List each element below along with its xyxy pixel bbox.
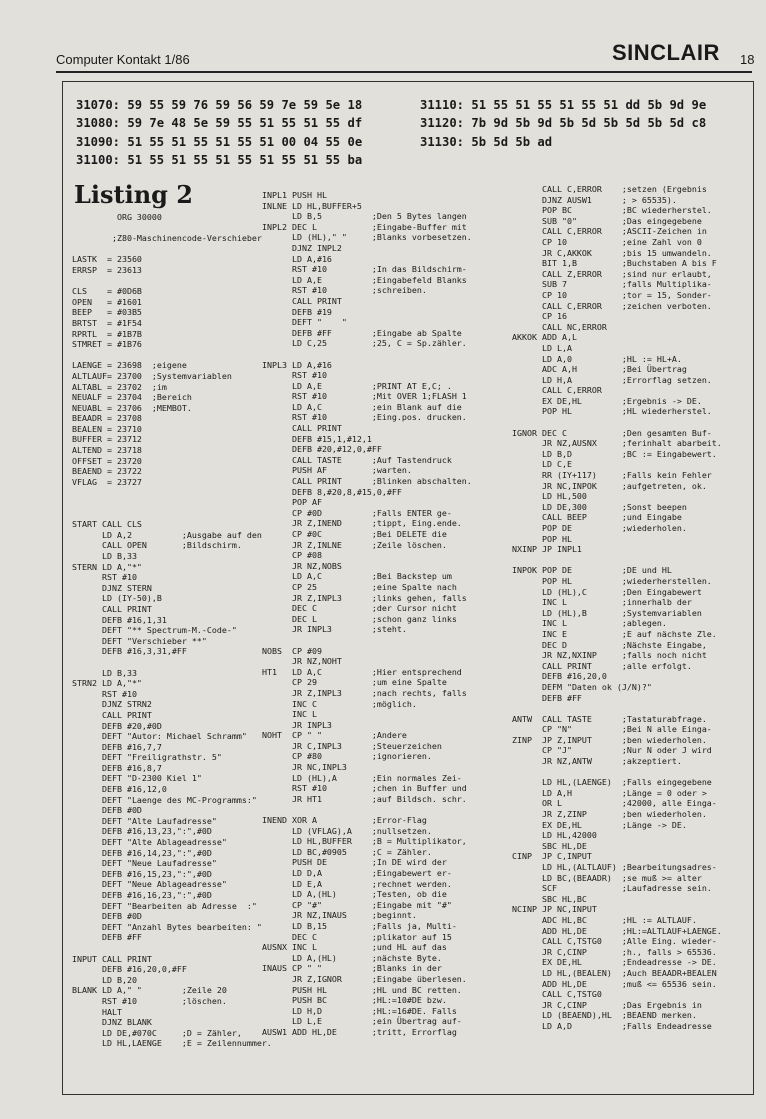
header-rule [56, 71, 752, 73]
magazine-issue: Computer Kontakt 1/86 [56, 52, 190, 67]
code-column-3: CALL C,ERROR ;setzen (Ergebnis DJNZ AUSW1 ; > 65535). POP BC ;BC wiederherstel. SUB "0" ;Das eingegebene CALL C,ERROR ;ASCII-Zeichen in CP 10 ;eine Zahl von 0 JR C,AKKOK ;bis 15 umwandeln. BIT 1,B ;Buchstaben A bis F CALL Z,ERROR ;sind nur erlaubt, SUB 7 ;falls Multiplika- CP 10 ;tor = 15, Sonder- CALL C,ERROR ;zeichen verboten. CP 16 CALL NC,ERROR AKKOK ADD A,L LD L,A LD A,0 ;HL := HL+A. ADC A,H ;Bei Übertrag LD H,A ;Errorflag setzen. CALL C,ERROR EX DE,HL ;Ergebnis -> DE. POP HL ;HL wiederherstel. IGNOR DEC C ;Den gesamten Buf- JR NZ,AUSNX ;ferinhalt abarbeit. LD B,D ;BC := Eingabewert. LD C,E RR (IY+117) ;Falls kein Fehler JR NC,INPOK ;aufgetreten, ok. LD HL,500 LD DE,300 ;Sonst beepen CALL BEEP ;und Eingabe POP DE ;wiederholen. POP HL NXINP JP INPL1 INPOK POP DE ;DE und HL POP HL ;wiederherstellen. LD (HL),C ;Den Eingabewert INC L ;innerhalb der LD (HL),B ;Systemvariablen INC L ;ablegen. INC E ;E auf nächste Zle. DEC D ;Nächste Eingabe, JR NZ,NXINP ;falls noch nicht CALL PRINT ;alle erfolgt. DEFB #16,20,0 DEFM "Daten ok (J/N)?" DEFB #FF ANTW CALL TASTE ;Tastaturabfrage. CP "N" ;Bei N alle Einga- ZINP JP Z,INPUT ;ben wiederholen. CP "J" ;Nur N oder J wird JR NZ,ANTW ;akzeptiert. LD HL,(LAENGE) ;Falls eingegebene LD A,H ;Länge = 0 oder > OR L ;42000, alle Einga- JR Z,ZINP ;ben wiederholen. EX DE,HL ;Länge -> DE. LD HL,42000 SBC HL,DE CINP JP C,INPUT LD HL,(ALTLAUF) ;Bearbeitungsadres- LD BC,(BEAADR) ;se muß >= alter SCF ;Laufadresse sein. SBC HL,BC NCINP JP NC,INPUT ADC HL,BC ;HL := ALTLAUF. ADD HL,DE ;HL:=ALTLAUF+LAENGE. CALL C,TSTG0 ;Alle Eing. wieder- JR C,CINP ;h., falls > 65536. EX DE,HL ;Endeadresse -> DE. LD HL,(BEALEN) ;Auch BEAADR+BEALEN ADD HL,DE ;muß <= 65536 sein. CALL C,TSTG0 JR C,CINP ;Das Ergebnis in LD (BEAEND),HL ;BEAEND merken. LD A,D ;Falls Endeadresse [512, 184, 722, 1031]
listing-title: Listing 2 [74, 180, 193, 209]
hexdump-left: 31070: 59 55 59 76 59 56 59 7e 59 5e 18 31080: 59 7e 48 5e 59 55 51 55 51 55 df 31090: 51 55 51 55 51 55 51 00 04 55 0e 31100: 51 55 51 55 51 55 51 55 51 55 ba [76, 98, 363, 167]
section-brand: SINCLAIR [612, 40, 720, 65]
hexdump-right: 31110: 51 55 51 55 51 55 51 dd 5b 9d 9e 31120: 7b 9d 5b 9d 5b 5d 5b 5d 5b 5d c8 31130: 5b 5d 5b ad [420, 98, 707, 149]
code-column-2: INPL1 PUSH HL INLNE LD HL,BUFFER+5 LD B,5 ;Den 5 Bytes langen INPL2 DEC L ;Eingabe-Buffer mit LD (HL)," " ;Blanks vorbesetzen. DJNZ INPL2 LD A,#16 RST #10 ;In das Bildschirm- LD A,E ;Eingabefeld Blanks RST #10 ;schreiben. CALL PRINT DEFB #19 DEFT " " DEFB #FF ;Eingabe ab Spalte LD C,25 ;25, C = Sp.zähler. INPL3 LD A,#16 RST #10 LD A,E ;PRINT AT E,C; . RST #10 ;Mit OVER 1;FLASH 1 LD A,C ;ein Blank auf die RST #10 ;Eing.pos. drucken. CALL PRINT DEFB #15,1,#12,1 DEFB #20,#12,0,#FF CALL TASTE ;Auf Tastendruck PUSH AF ;warten. CALL PRINT ;Blinken abschalten. DEFB 8,#20,8,#15,0,#FF POP AF CP #0D ;Falls ENTER ge- JR Z,INEND ;tippt, Eing.ende. CP #0C ;Bei DELETE die JR Z,INLNE ;Zeile löschen. CP #08 JR NZ,NOBS LD A,C ;Bei Backstep um CP 25 ;eine Spalte nach JR Z,INPL3 ;links gehen, falls DEC C ;der Cursor nicht DEC L ;schon ganz links JR INPL3 ;steht. NOBS CP #09 JR NZ,NOHT HT1 LD A,C ;Hier entsprechend CP 29 ;um eine Spalte JR Z,INPL3 ;nach rechts, falls INC C ;möglich. INC L JR INPL3 NOHT CP " " ;Andere JR C,INPL3 ;Steuerzeichen CP #80 ;ignorieren. JR NC,INPL3 LD (HL),A ;Ein normales Zei- RST #10 ;chen in Buffer und JR HT1 ;auf Bildsch. schr. INEND XOR A ;Error-Flag LD (VFLAG),A ;nullsetzen. LD HL,BUFFER ;B = Multiplikator, LD BC,#0905 ;C = Zähler. PUSH DE ;In DE wird der LD D,A ;Eingabewert er- LD E,A ;rechnet werden. LD A,(HL) ;Testen, ob die CP "#" ;Eingabe mit "#" JR NZ,INAUS ;beginnt. LD B,15 ;Falls ja, Multi- DEC C ;plikator auf 15 AUSNX INC L ;und HL auf das LD A,(HL) ;nächste Byte. INAUS CP " " ;Blanks in der JR Z,IGNOR ;Eingabe überlesen. PUSH HL ;HL und BC retten. PUSH BC ;HL:=10#DE bzw. LD H,D ;HL:=16#DE. Falls LD L,E ;ein Übertrag auf- AUSW1 ADD HL,DE ;tritt, Errorflag [262, 190, 472, 1037]
page-number: 18 [740, 52, 755, 67]
code-column-1: ORG 30000 ;Z80-Maschinencode-Verschieber LASTK = 23560 ERRSP = 23613 CLS = #0D6B OPEN = #1601 BEEP = #03B5 BRTST = #1F54 RPRTL = #1B7B STMRET = #1B76 LAENGE = 23698 ;eigene ALTLAUF= 23700 ;Systemvariablen ALTABL = 23702 ;im NEUALF = 23704 ;Bereich NEUABL = 23706 ;MEMBOT. BEAADR = 23708 BEALEN = 23710 BUFFER = 23712 ALTEND = 23718 OFFSET = 23720 BEAEND = 23722 VFLAG = 23727 START CALL CLS LD A,2 ;Ausgabe auf den CALL OPEN ;Bildschirm. LD B,33 STERN LD A,"*" RST #10 DJNZ STERN LD (IY-50),B CALL PRINT DEFB #16,1,31 DEFT "** Spectrum-M.-Code-" DEFT "Verschieber **" DEFB #16,3,31,#FF LD B,33 STRN2 LD A,"*" RST #10 DJNZ STRN2 CALL PRINT DEFB #20,#0D DEFT "Autor: Michael Schramm" DEFB #16,7,7 DEFT "Freiligrathstr. 5" DEFB #16,8,7 DEFT "D-2300 Kiel 1" DEFB #16,12,0 DEFT "Laenge des MC-Programms:" DEFB #0D DEFT "Alte Laufadresse" DEFB #16,13,23,":",#0D DEFT "Alte Ablageadresse" DEFB #16,14,23,":",#0D DEFT "Neue Laufadresse" DEFB #16,15,23,":",#0D DEFT "Neue Ablageadresse" DEFB #16,16,23,":",#0D DEFT "Bearbeiten ab Adresse :" DEFB #0D DEFT "Anzahl Bytes bearbeiten: " DEFB #FF INPUT CALL PRINT DEFB #16,20,0,#FF LD B,20 BLANK LD A," " ;Zeile 20 RST #10 ;löschen. HALT DJNZ BLANK LD DE,#070C ;D = Zähler, LD HL,LAENGE ;E = Zeilennummer. [72, 212, 272, 1049]
